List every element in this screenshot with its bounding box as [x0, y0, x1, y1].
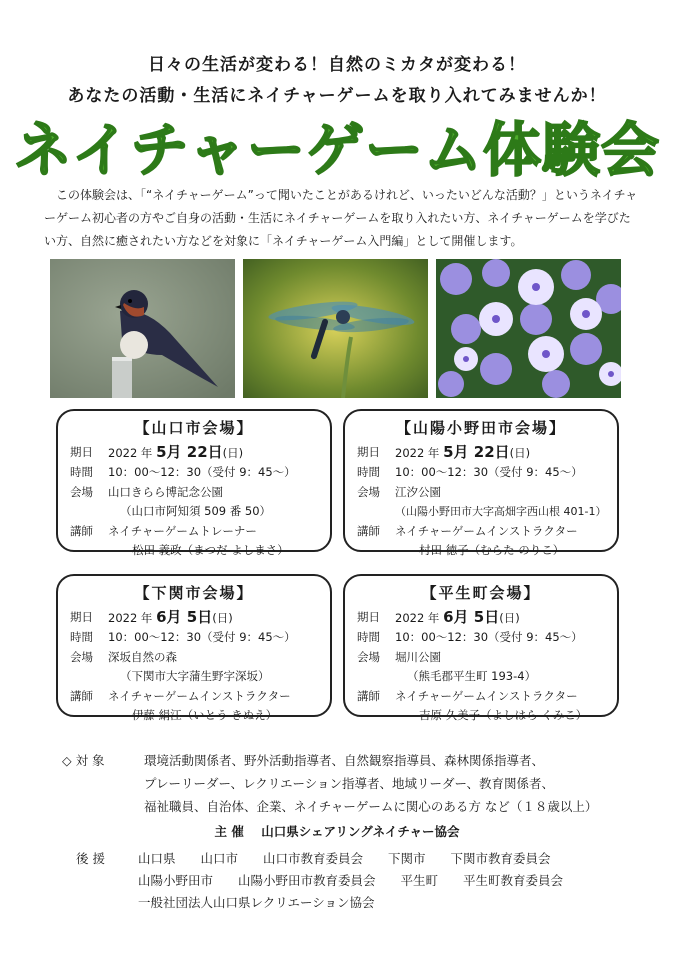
supporters-line: 山口県 山口市 山口市教育委員会 下関市 下関市教育委員会: [138, 851, 551, 866]
audience-label: ◇ 対 象: [62, 753, 105, 768]
instructor-label: 講師: [357, 523, 380, 538]
venue-title: 【山陽小野田市会場】: [395, 419, 566, 437]
venue-title: 【下関市会場】: [134, 584, 254, 602]
instructor-role: ネイチャーゲームインストラクター: [108, 688, 291, 703]
event-date: [395, 608, 520, 629]
swallow-photo: [50, 259, 235, 398]
event-time: 10：00〜12：30（受付 9：45〜）: [395, 465, 583, 479]
event-place: 山口きらら博記念公園: [108, 484, 223, 499]
date-label: 期日: [357, 444, 380, 459]
event-place: 江汐公園: [395, 484, 441, 499]
event-address: （熊毛郡平生町 193-4）: [407, 669, 537, 683]
place-label: 会場: [357, 649, 380, 664]
place-label: 会場: [357, 484, 380, 499]
event-year: 2022 年: [108, 445, 153, 460]
venue-title: 【山口市会場】: [134, 419, 254, 437]
venue-card-hirao: [343, 574, 619, 722]
event-weekday: (日): [509, 445, 531, 460]
organizer-name: 山口県シェアリングネイチャー協会: [261, 824, 460, 839]
instructor-role: ネイチャーゲームトレーナー: [108, 523, 257, 538]
event-place: 深坂自然の森: [108, 649, 177, 664]
event-date: [395, 443, 530, 464]
event-date: [108, 608, 233, 629]
venue-title: 【平生町会場】: [421, 584, 541, 602]
event-place: 堀川公園: [395, 649, 441, 664]
supporters-label: 後 援: [76, 851, 105, 866]
event-time: 10：00〜12：30（受付 9：45〜）: [108, 630, 296, 644]
instructor-role: ネイチャーゲームインストラクター: [395, 523, 578, 538]
event-day: 5月 22日: [156, 442, 223, 461]
supporters-line: 一般社団法人山口県レクリエーション協会: [138, 895, 375, 910]
event-address: （山口市阿知須 509 番 50）: [120, 504, 272, 518]
venue-card-sanyo-onoda: [343, 409, 619, 557]
event-date: [108, 443, 243, 464]
instructor-name: 松田 義政（まつだ よしまさ）: [132, 543, 289, 557]
event-time: 10：00〜12：30（受付 9：45〜）: [108, 465, 296, 479]
time-label: 時間: [70, 465, 93, 479]
event-day: 6月 5日: [443, 607, 500, 626]
instructor-label: 講師: [70, 523, 93, 538]
event-year: 2022 年: [108, 610, 153, 625]
event-day: 6月 5日: [156, 607, 213, 626]
event-weekday: (日): [212, 610, 233, 625]
date-label: 期日: [70, 444, 93, 459]
place-label: 会場: [70, 649, 93, 664]
time-label: 時間: [357, 465, 380, 479]
instructor-label: 講師: [70, 688, 93, 703]
intro-text: [44, 184, 638, 253]
organizer-label: 主 催: [214, 824, 244, 839]
instructor-label: 講師: [357, 688, 380, 703]
lead-line-1: 日々の生活が変わる！自然のミカタが変わる！: [148, 55, 526, 75]
organizer: [0, 822, 674, 840]
audience-line: 福祉職員、自治体、企業、ネイチャーゲームに関心のある方 など（１８歳以上）: [144, 799, 598, 814]
event-year: 2022 年: [395, 610, 440, 625]
hydrangea-photo: [436, 259, 621, 398]
instructor-name: 伊藤 絹江（いとう きぬえ）: [132, 708, 278, 722]
place-label: 会場: [70, 484, 93, 499]
event-weekday: (日): [499, 610, 520, 625]
time-label: 時間: [70, 630, 93, 644]
event-address: （下関市大字蒲生野字深坂）: [120, 669, 270, 683]
intro-paragraph: この体験会は、「“ネイチャーゲーム”って聞いたことがあるけれど、いったいどんな活動？」というネイチャーゲーム初心者の方やご自身の活動・生活にネイチャーゲームを取り入れたい方、ネイチャーゲームを学びたい方、自然に癒されたい方などを対象に「ネイチャーゲーム入門編」として開催します。: [44, 188, 638, 248]
supporters: [76, 848, 636, 914]
date-label: 期日: [357, 609, 380, 624]
time-label: 時間: [357, 630, 380, 644]
instructor-role: ネイチャーゲームインストラクター: [395, 688, 578, 703]
event-address: （山陽小野田市大字高畑字西山根 401-1）: [395, 505, 607, 518]
date-label: 期日: [70, 609, 93, 624]
venue-card-shimonoseki: [56, 574, 332, 722]
venue-card-yamaguchi: [56, 409, 332, 557]
event-year: 2022 年: [395, 445, 440, 460]
event-day: 5月 22日: [443, 442, 510, 461]
page-title: ネイチャーゲーム体験会: [13, 116, 661, 184]
target-audience: [62, 749, 662, 818]
instructor-name: 吉原 久美子（よしはら くみこ）: [419, 708, 588, 722]
lead-line-2: あなたの活動・生活にネイチャーゲームを取り入れてみませんか！: [67, 86, 607, 106]
event-time: 10：00〜12：30（受付 9：45〜）: [395, 630, 583, 644]
audience-line: 環境活動関係者、野外活動指導者、自然観察指導員、森林関係指導者、: [144, 753, 545, 768]
event-weekday: (日): [222, 445, 244, 460]
audience-line: プレーリーダー、レクリエーション指導者、地域リーダー、教育関係者、: [144, 776, 555, 791]
supporters-line: 山陽小野田市 山陽小野田市教育委員会 平生町 平生町教育委員会: [138, 873, 564, 888]
instructor-name: 村田 徳子（むらた のりこ）: [419, 543, 565, 557]
dragonfly-photo: [243, 259, 428, 398]
